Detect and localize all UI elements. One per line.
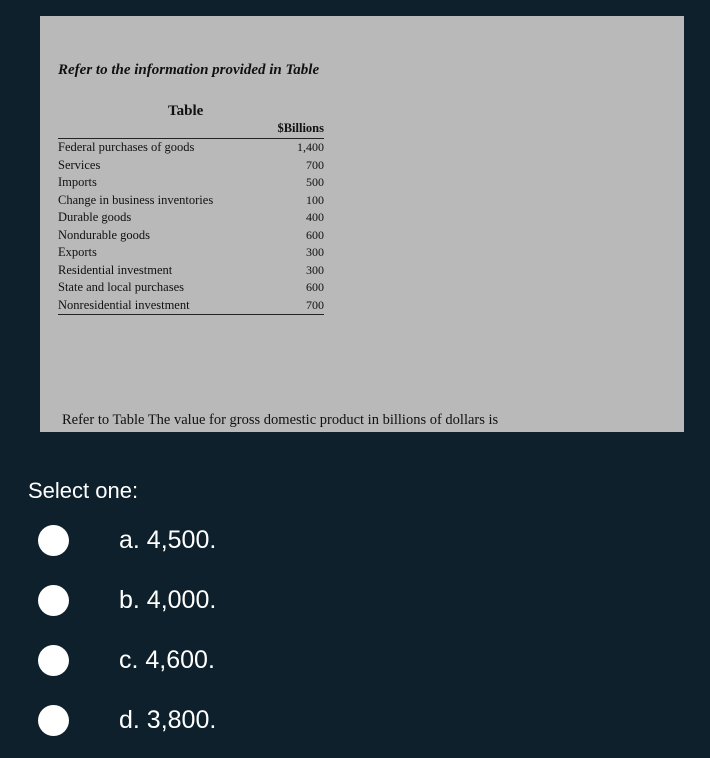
option-a[interactable] — [38, 510, 598, 570]
row-value: 1,400 — [297, 140, 324, 154]
row-item: Imports — [58, 175, 97, 189]
option-label[interactable]: c. 4,600. — [119, 645, 215, 674]
row-value: 700 — [263, 297, 324, 315]
row-item: Services — [58, 157, 101, 172]
question-prompt: Refer to Table The value for gross domestic product in billions of dollars is — [62, 412, 499, 428]
option-label[interactable]: b. 4,000. — [119, 585, 217, 614]
row-item: Federal purchases of goods — [58, 140, 195, 154]
row-value: 600 — [306, 227, 324, 242]
table-header-row — [58, 120, 324, 139]
row-value: 300 — [306, 245, 324, 259]
row-value: 600 — [306, 280, 324, 294]
radio-button-icon[interactable] — [38, 525, 69, 556]
option-b[interactable] — [38, 570, 598, 630]
question-intro: Refer to the information provided in Table — [58, 62, 320, 78]
row-item: Change in business inventories — [58, 192, 214, 207]
table-row — [58, 227, 324, 245]
table-row — [58, 209, 324, 227]
table-row — [58, 244, 324, 262]
row-value: 400 — [306, 210, 324, 224]
radio-button-icon[interactable] — [38, 585, 69, 616]
table-row — [58, 279, 324, 297]
table-header-billions: $Billions — [263, 120, 324, 139]
row-item: Durable goods — [58, 210, 132, 224]
table-title: Table — [168, 103, 204, 119]
radio-button-icon[interactable] — [38, 645, 69, 676]
table-row — [58, 157, 324, 175]
data-table — [58, 120, 324, 315]
row-item: Nondurable goods — [58, 227, 150, 242]
answer-options — [38, 510, 598, 750]
option-c[interactable] — [38, 630, 598, 690]
option-label[interactable]: d. 3,800. — [119, 705, 217, 734]
table-row — [58, 297, 324, 315]
row-value: 100 — [306, 192, 324, 207]
row-item: Residential investment — [58, 262, 173, 277]
row-value: 700 — [306, 157, 324, 172]
table-row — [58, 262, 324, 280]
table-row — [58, 192, 324, 210]
table-header-item — [58, 120, 263, 139]
table-row — [58, 174, 324, 192]
row-value: 300 — [306, 262, 324, 277]
question-image — [40, 16, 684, 432]
row-value: 500 — [306, 175, 324, 189]
table-row — [58, 139, 324, 157]
row-item: State and local purchases — [58, 280, 184, 294]
option-label[interactable]: a. 4,500. — [119, 525, 217, 554]
row-item: Nonresidential investment — [58, 297, 263, 315]
radio-button-icon[interactable] — [38, 705, 69, 736]
row-item: Exports — [58, 245, 97, 259]
select-one-label: Select one: — [28, 478, 139, 503]
option-d[interactable] — [38, 690, 598, 750]
